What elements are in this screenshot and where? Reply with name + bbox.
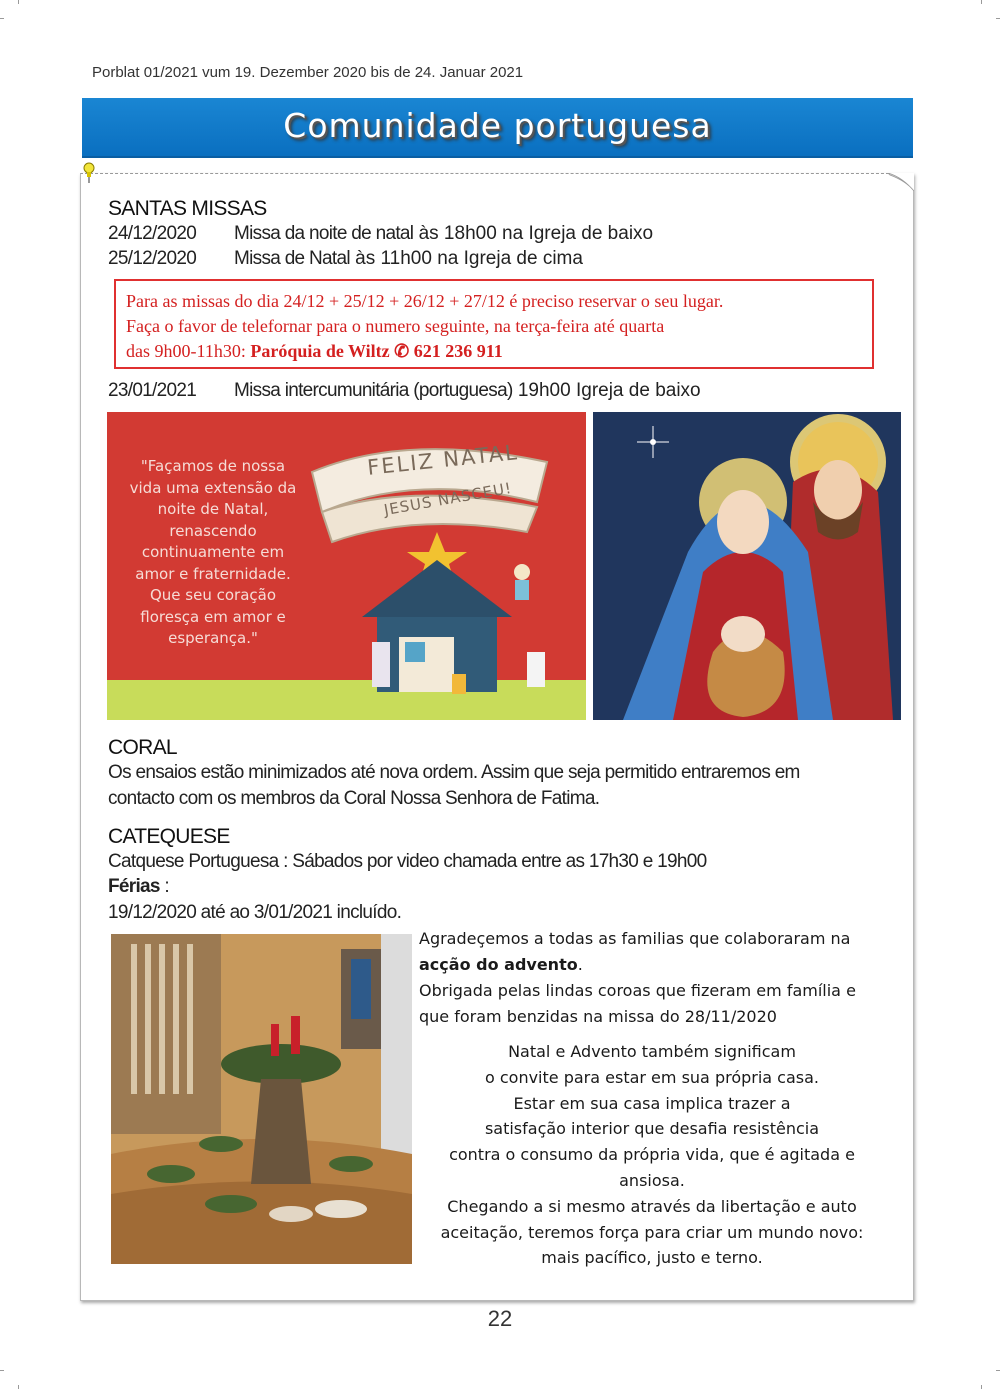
- mass-name: Missa de Natal: [234, 248, 350, 269]
- advent-wreaths-photo: [111, 934, 412, 1264]
- card-banner-top: FELIZ NATAL: [366, 440, 520, 480]
- ferias-line: [108, 876, 169, 898]
- crop-mark: [0, 1370, 4, 1371]
- reservation-notice: [114, 279, 874, 369]
- card-quote-line: continuamente em: [141, 543, 285, 561]
- mass-name: Missa da noite de natal: [234, 223, 414, 244]
- mass-detail: às 11h00 na Igreja de cima: [349, 248, 583, 269]
- card-quote-line: amor e fraternidade.: [135, 564, 291, 583]
- crop-mark: [18, 0, 19, 4]
- reflection-line: aceitação, teremos força para criar um mundo novo:: [440, 1222, 864, 1242]
- page-curl-icon: [888, 173, 914, 191]
- mass-date: 23/01/2021: [108, 380, 197, 401]
- mass-entry: [108, 248, 583, 270]
- ferias-suffix: :: [159, 876, 169, 897]
- catequese-text-line: 19/12/2020 até ao 3/01/2021 incluído.: [108, 902, 402, 923]
- advent-text-line: Obrigada pelas lindas coroas que fizeram em família e: [419, 981, 856, 1000]
- crop-mark: [0, 18, 4, 19]
- reflection-line: contra o consumo da própria vida, que é agitada e: [449, 1145, 855, 1165]
- catequese-text-line: Catquese Portuguesa : Sábados por video chamada entre as 17h30 e 19h00: [108, 851, 707, 872]
- advent-text-line: Agradeçemos a todas as familias que colaboraram na: [419, 929, 851, 948]
- advent-paragraph: [419, 926, 856, 1030]
- card-quote-line: vida uma extensão da: [129, 478, 297, 497]
- mass-date: 25/12/2020: [108, 248, 197, 269]
- crop-mark: [981, 1385, 982, 1389]
- mass-detail: 19h00 Igreja de baixo: [512, 380, 701, 401]
- page-number: 22: [487, 1306, 513, 1331]
- card-quote: [113, 456, 313, 650]
- accao-advento: acção do advento: [419, 955, 578, 974]
- santas-missas-title: SANTAS MISSAS: [108, 197, 267, 220]
- notice-line: [126, 339, 872, 364]
- banner-title: Comunidade portuguesa: [283, 106, 712, 145]
- parish-phone: Paróquia de Wiltz ✆ 621 236 911: [250, 341, 503, 361]
- crop-mark: [981, 0, 982, 4]
- crop-mark: [18, 1385, 19, 1389]
- reflection-line: o convite para estar em sua própria casa.: [484, 1067, 820, 1087]
- ferias-label: Férias: [108, 876, 160, 897]
- coral-title: CORAL: [108, 736, 177, 759]
- mass-date: 24/12/2020: [108, 223, 197, 244]
- holy-family-image: [593, 412, 901, 720]
- mass-entry: [108, 223, 653, 245]
- reflection-line: Natal e Advento também significam: [508, 1042, 796, 1061]
- reflection-line: Estar em sua casa implica trazer a: [513, 1093, 791, 1113]
- mass-entry: [108, 380, 701, 402]
- card-quote-line: renascendo: [169, 521, 257, 540]
- notice-prefix: das 9h00-11h30:: [126, 341, 251, 361]
- reflection-line: mais pacífico, justo e terno.: [541, 1248, 763, 1268]
- reflection-line: Chegando a si mesmo através da libertação e auto: [447, 1196, 857, 1216]
- coral-text-line: contacto com os membros da Coral Nossa Senhora de Fatima.: [108, 788, 600, 809]
- mass-name: Missa intercumunitária (portuguesa): [234, 380, 513, 401]
- advent-text-line: [419, 952, 856, 978]
- reflection-line: satisfação interior que desafia resistência: [484, 1119, 820, 1139]
- crop-mark: [996, 18, 1000, 19]
- advent-text-line: que foram benzidas na missa do 28/11/2020: [419, 1007, 777, 1026]
- issue-header: Porblat 01/2021 vum 19. Dezember 2020 bis de 24. Januar 2021: [92, 64, 524, 81]
- reflection-line: ansiosa.: [619, 1170, 685, 1190]
- crop-mark: [996, 1370, 1000, 1371]
- card-quote-line: floresça em amor e: [140, 607, 286, 626]
- card-quote-line: esperança.": [168, 629, 258, 647]
- notice-line: Faça o favor de telefornar para o numero seguinte, na terça-feira até quarta: [126, 316, 665, 336]
- mass-detail: às 18h00 na Igreja de baixo: [413, 223, 654, 244]
- advent-reflection: [414, 1039, 890, 1271]
- card-quote-line: "Façamos de nossa: [140, 457, 286, 475]
- card-quote-line: noite de Natal,: [157, 500, 269, 518]
- card-banner-bottom: JESUS NASCEU!: [382, 478, 514, 520]
- card-quote-line: Que seu coração: [149, 586, 277, 604]
- notice-line: Para as missas do dia 24/12 + 25/12 + 26/12 + 27/12 é preciso reservar o seu lugar.: [126, 291, 724, 311]
- catequese-title: CATEQUESE: [108, 825, 230, 848]
- feliz-natal-card-image: [107, 412, 586, 720]
- advent-text-end: .: [577, 955, 583, 974]
- coral-text-line: Os ensaios estão minimizados até nova ordem. Assim que seja permitido entraremos em: [108, 762, 800, 783]
- section-banner: [82, 98, 913, 158]
- pushpin-icon: [82, 162, 96, 184]
